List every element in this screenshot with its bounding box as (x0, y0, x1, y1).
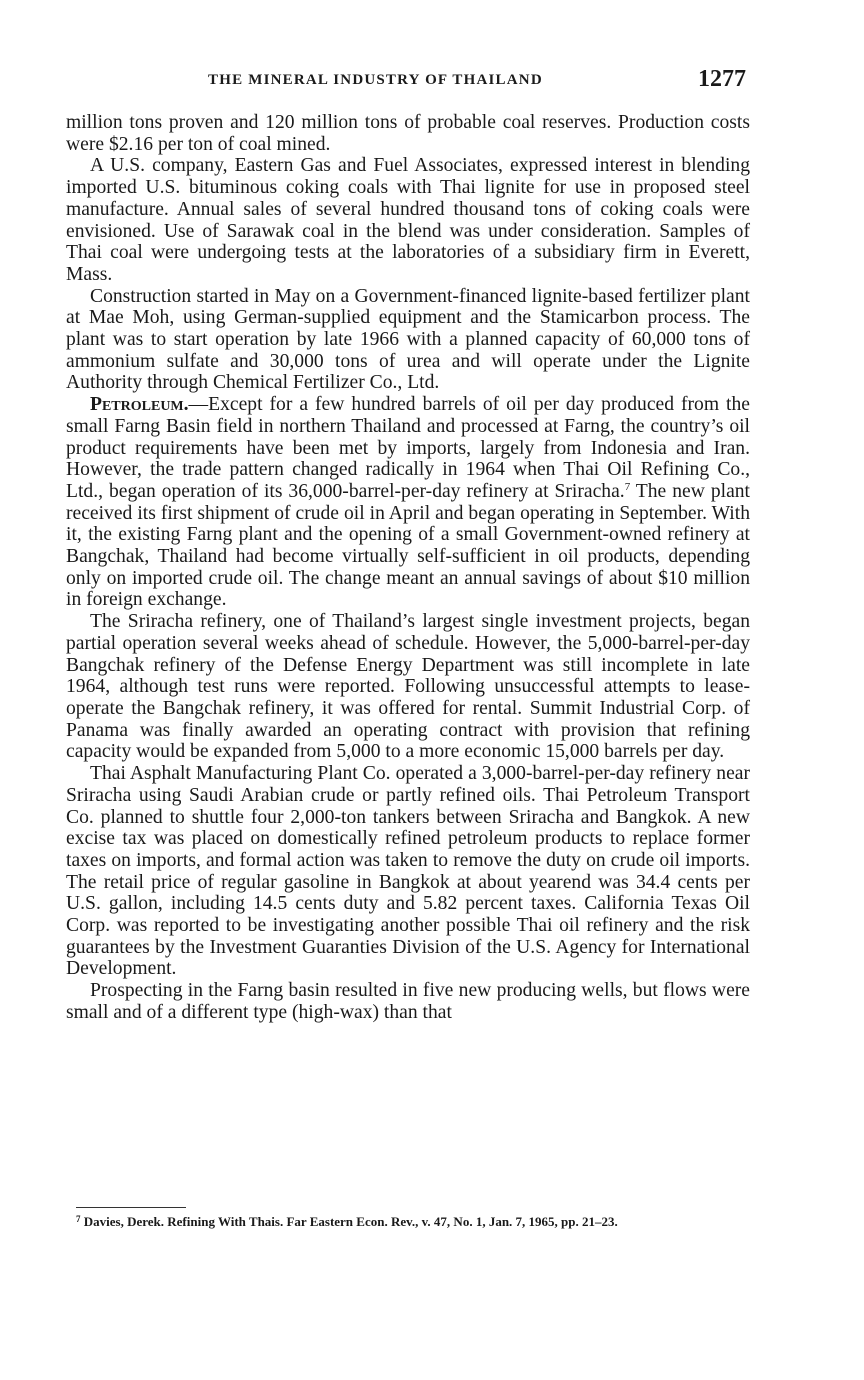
body-text (66, 112, 750, 1024)
paragraph-farng-prospecting: Prospecting in the Farng basin resulted in five new producing wells, but flows were small and of a different type (high-wax) than that (66, 980, 750, 1023)
paragraph-coal-reserves: million tons proven and 120 million tons of probable coal reserves. Production costs were $2.16 per ton of coal mined. (66, 112, 750, 155)
paragraph-sriracha-refinery: The Sriracha refinery, one of Thailand’s largest single investment projects, began partial operation several weeks ahead of schedule. However, the 5,000-barrel-per-day Bangchak refinery of the Defense Energy Department was still incomplete in late 1964, although test runs were reported. Following unsuccessful attempts to lease-operate the Bangchak refinery, it was offered for rental. Summit Industrial Corp. of Panama was finally awarded an operating contract with provision that refining capacity would be expanded from 5,000 to a more economic 15,000 barrels per day. (66, 611, 750, 763)
running-title: THE MINERAL INDUSTRY OF THAILAND (208, 72, 543, 88)
paragraph-asphalt-plant: Thai Asphalt Manufacturing Plant Co. operated a 3,000-barrel-per-day refinery near Sriracha using Saudi Arabian crude or partly refined oils. Thai Petroleum Transport Co. planned to shuttle four 2,000-ton tankers between Sriracha and Bangkok. A new excise tax was placed on domestically refined petroleum products to replace former taxes on imports, and formal action was taken to remove the duty on crude oil imports. The retail price of regular gasoline in Bangkok at about yearend was 34.4 cents per U.S. gallon, including 14.5 cents duty and 5.82 percent taxes. California Texas Oil Corp. was reported to be investigating another possible Thai oil refinery and the risk guarantees by the Investment Guaranties Division of the U.S. Agency for International Development. (66, 763, 750, 980)
paragraph-petroleum-text-a: —Except for a few hundred barrels of oil per day produced from the small Farng Basin field in northern Thailand and processed at Farng, the country’s oil product requirements have been met by imports, largely from Indonesia and Iran. However, the trade pattern changed radically in 1964 when Thai Oil Refining Co., Ltd., began operation of its 36,000-barrel-per-day refinery at Sriracha. (66, 394, 750, 502)
paragraph-petroleum (66, 394, 750, 611)
paragraph-petroleum-text-b: The new plant received its first shipment of crude oil in April and began operating in September. With it, the existing Farng plant and the opening of a small Government-owned refinery at Bangchak, Thailand had become virtually self-sufficient in oil products, depending only on imported crude oil. The change meant an annual savings of about $10 million in foreign exchange. (66, 480, 750, 611)
page-header (66, 66, 746, 96)
paragraph-coking-coal: A U.S. company, Eastern Gas and Fuel Associates, expressed interest in blending imported U.S. bituminous coking coals with Thai lignite for use in proposed steel manufacture. Annual sales of several hundred thousand tons of coking coals were envisioned. Use of Sarawak coal in the blend was under consideration. Samples of Thai coal were undergoing tests at the laboratories of a subsidiary firm in Everett, Mass. (66, 155, 750, 285)
paragraph-fertilizer-plant: Construction started in May on a Government-financed lignite-based fertilizer plant at Mae Moh, using German-supplied equipment and the Stamicarbon process. The plant was to start operation by late 1966 with a planned capacity of 60,000 tons of ammonium sulfate and 30,000 tons of urea and will operate under the Lignite Authority through Chemical Fertilizer Co., Ltd. (66, 285, 750, 394)
footnote-divider (76, 1207, 186, 1208)
footnote-mark: 7 (76, 1214, 81, 1224)
footnote-reference: 7 (624, 480, 631, 493)
footnote (76, 1213, 752, 1230)
footnote-text: Davies, Derek. Refining With Thais. Far Eastern Econ. Rev., v. 47, No. 1, Jan. 7, 1965, pp. 21–23. (80, 1214, 618, 1229)
section-run-in-heading: Petroleum. (90, 394, 189, 416)
page-number: 1277 (698, 66, 746, 92)
